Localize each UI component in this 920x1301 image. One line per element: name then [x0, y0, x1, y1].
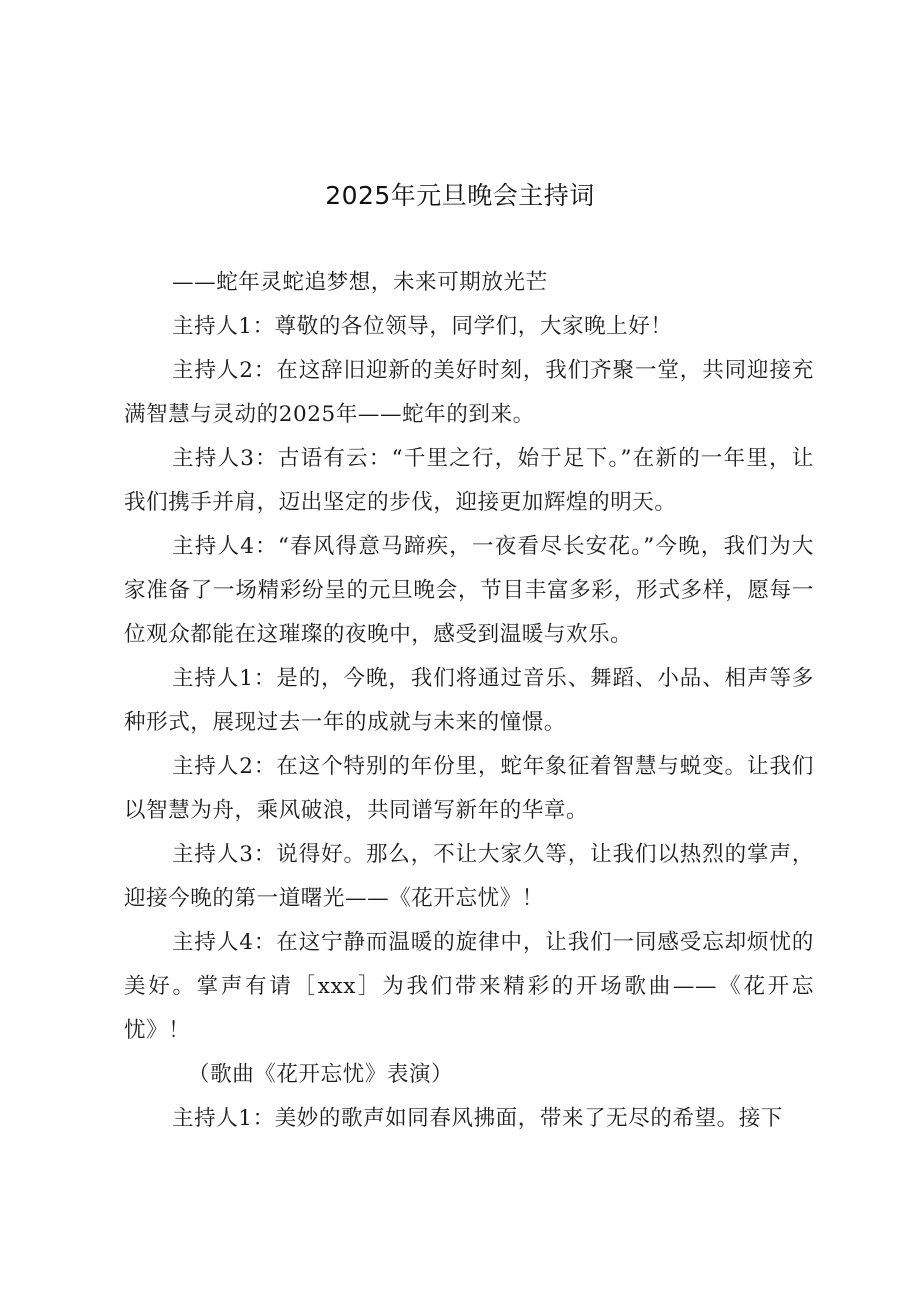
host-line-paragraph: 主持人3：说得好。那么，不让大家久等，让我们以热烈的掌声，迎接今晚的第一道曙光——《花开忘忧》！	[124, 842, 814, 911]
host-line-paragraph: 主持人2：在这个特别的年份里，蛇年象征着智慧与蜕变。让我们以智慧为舟，乘风破浪，共同谱写新年的华章。	[124, 754, 814, 823]
subtitle-paragraph: ——蛇年灵蛇追梦想，未来可期放光芒	[172, 270, 548, 295]
stage-direction-paragraph: （歌曲《花开忘忧》表演）	[188, 1062, 454, 1087]
host-line-paragraph: 主持人1：是的，今晚，我们将通过音乐、舞蹈、小品、相声等多种形式，展现过去一年的成就与未来的憧憬。	[124, 666, 814, 735]
host-line-paragraph: 主持人1：美妙的歌声如同春风拂面，带来了无尽的希望。接下	[172, 1106, 783, 1131]
document-title: 2025年元旦晚会主持词	[325, 181, 595, 210]
host-line-paragraph: 主持人4：在这宁静而温暖的旋律中，让我们一同感受忘却烦忧的美好。掌声有请［xxx］为我们带来精彩的开场歌曲——《花开忘忧》！	[124, 930, 814, 1043]
host-line-paragraph: 主持人3：古语有云：“千里之行，始于足下。”在新的一年里，让我们携手并肩，迈出坚定的步伐，迎接更加辉煌的明天。	[124, 446, 814, 515]
host-line-paragraph: 主持人2：在这辞旧迎新的美好时刻，我们齐聚一堂，共同迎接充满智慧与灵动的2025年——蛇年的到来。	[124, 358, 814, 427]
host-line-paragraph: 主持人4：“春风得意马蹄疾，一夜看尽长安花。”今晚，我们为大家准备了一场精彩纷呈的元旦晚会，节目丰富多彩，形式多样，愿每一位观众都能在这璀璨的夜晚中，感受到温暖与欢乐。	[124, 534, 814, 647]
host-line-paragraph: 主持人1：尊敬的各位领导，同学们，大家晚上好！	[172, 314, 673, 339]
document-body	[124, 261, 814, 1141]
